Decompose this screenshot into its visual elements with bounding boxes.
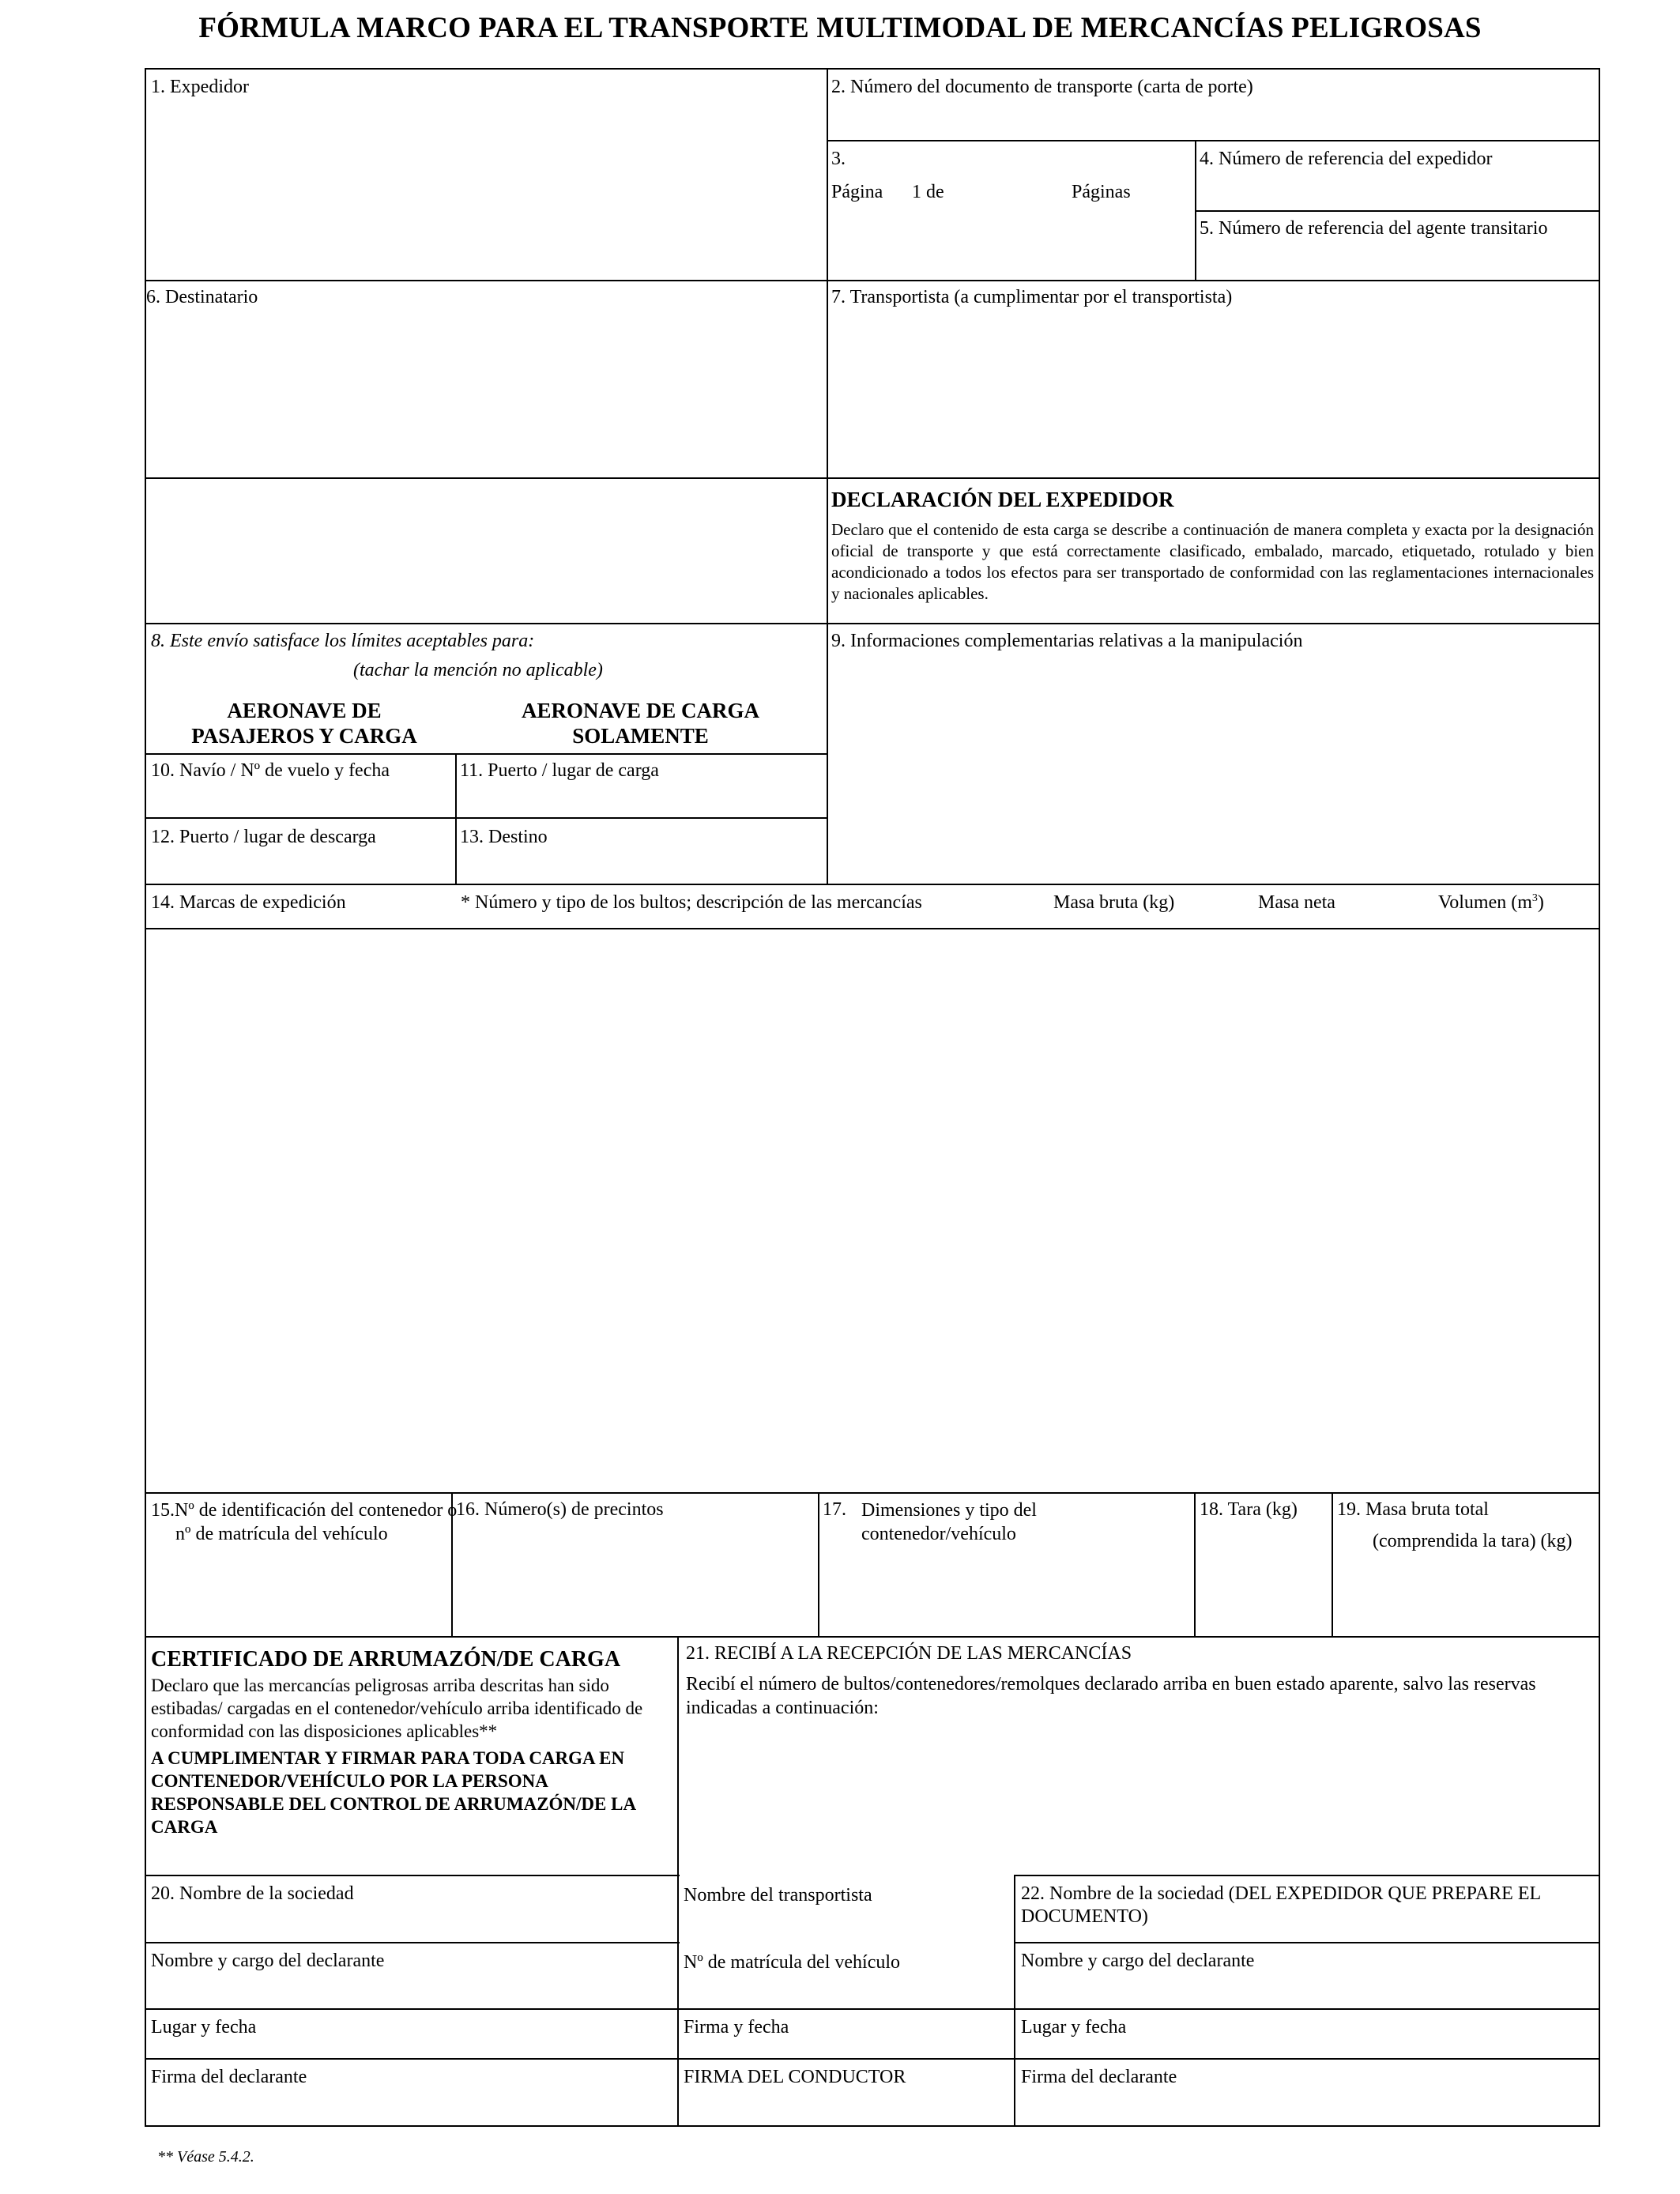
rule-row3 <box>145 2008 1600 2010</box>
rule-above-cert <box>145 1636 1600 1638</box>
rule-box10-12 <box>145 817 827 819</box>
box3-page-value: 1 de <box>912 182 944 202</box>
box20-declarant-label: Nombre y cargo del declarante <box>151 1951 385 1971</box>
rule-box18-19 <box>1332 1492 1333 1638</box>
rule-under-cert <box>145 1875 680 1876</box>
box14-net-mass-label: Masa neta <box>1258 892 1335 913</box>
rule-under-box12 <box>145 884 1600 885</box>
rule-row2-left <box>145 1942 680 1943</box>
driver-signature-label: FIRMA DEL CONDUCTOR <box>684 2067 906 2087</box>
box20-company-label: 20. Nombre de la sociedad <box>151 1883 354 1904</box>
box8-passenger-cargo-aircraft: AERONAVE DE PASAJEROS Y CARGA <box>191 699 417 748</box>
rule-under-box14-header <box>145 928 1600 929</box>
box3-number: 3. <box>831 149 846 169</box>
box9-handling-info-label: 9. Informaciones complementarias relativas a la manipulación <box>831 631 1303 651</box>
rule-box10-11 <box>455 753 457 885</box>
rule-box16-17 <box>818 1492 819 1638</box>
box21-receipt-text: Recibí el número de bultos/contenedores/remolques declarado arriba en buen estado aparente, salvo las reservas indicadas a continuación: <box>686 1674 1536 1718</box>
carrier-plate-label: Nº de matrícula del vehículo <box>684 1952 901 1973</box>
box7-carrier-label: 7. Transportista (a cumplimentar por el transportista) <box>831 287 1233 307</box>
rule-cert-21 <box>677 1636 679 2127</box>
rule-under-box1 <box>145 280 1600 281</box>
box14-description-label: * Número y tipo de los bultos; descripción de las mercancías <box>461 892 922 913</box>
box12-discharge-port-label: 12. Puerto / lugar de descarga <box>151 827 376 847</box>
packing-certificate-text: Declaro que las mercancías peligrosas arriba descritas han sido estibadas/ cargadas en el contenedor/vehículo arriba identificado de conformidad con las disposiciones aplicables** <box>151 1676 643 1741</box>
box21-receipt-heading: 21. RECIBÍ A LA RECEPCIÓN DE LAS MERCANCÍAS <box>686 1643 1132 1664</box>
box5-forwarder-reference-label: 5. Número de referencia del agente transitario <box>1200 218 1548 239</box>
box20-place-date-label: Lugar y fecha <box>151 2017 257 2038</box>
box11-loading-port-label: 11. Puerto / lugar de carga <box>460 760 659 781</box>
rule-above-box22 <box>1015 1875 1600 1876</box>
rule-carrier-22 <box>1014 1875 1015 2127</box>
box16-seal-numbers-label: 16. Número(s) de precintos <box>456 1499 664 1520</box>
rule-bottom <box>145 2125 1600 2127</box>
box17-dimensions-label: Dimensiones y tipo del contenedor/vehículo <box>861 1500 1037 1544</box>
box4-shipper-reference-label: 4. Número de referencia del expedidor <box>1200 149 1493 169</box>
box10-vessel-flight-label: 10. Navío / Nº de vuelo y fecha <box>151 760 390 781</box>
box20-signature-label: Firma del declarante <box>151 2067 307 2087</box>
rule-top <box>145 68 1600 70</box>
rule-box3-4 <box>1195 140 1196 281</box>
box8-cargo-aircraft-only: AERONAVE DE CARGA SOLAMENTE <box>521 699 760 748</box>
box14-gross-mass-label: Masa bruta (kg) <box>1053 892 1175 913</box>
rule-box17-18 <box>1194 1492 1196 1638</box>
box18-tare-label: 18. Tara (kg) <box>1200 1499 1298 1520</box>
box14-volume-label <box>1438 892 1544 914</box>
box6-consignee-label: 6. Destinatario <box>146 287 258 307</box>
rule-row2-right <box>1015 1942 1600 1943</box>
footnote: ** Véase 5.4.2. <box>157 2148 254 2166</box>
form-title: FÓRMULA MARCO PARA EL TRANSPORTE MULTIMODAL DE MERCANCÍAS PELIGROSAS <box>198 12 1482 44</box>
rule-under-aircraft <box>145 753 827 755</box>
box22-signature-label: Firma del declarante <box>1021 2067 1177 2087</box>
carrier-sign-date-label: Firma y fecha <box>684 2017 789 2038</box>
box14-shipping-marks-label: 14. Marcas de expedición <box>151 892 346 913</box>
box8-limits-label: 8. Este envío satisface los límites aceptables para: <box>151 631 535 651</box>
packing-certificate-heading: CERTIFICADO DE ARRUMAZÓN/DE CARGA <box>151 1647 621 1672</box>
box19-total-gross-note: (comprendida la tara) (kg) <box>1373 1531 1573 1551</box>
carrier-name-label: Nombre del transportista <box>684 1885 872 1906</box>
rule-row4 <box>145 2058 1600 2060</box>
packing-certificate-instruction: A CUMPLIMENTAR Y FIRMAR PARA TODA CARGA EN CONTENEDOR/VEHÍCULO POR LA PERSONA RESPONSABLE DEL CONTROL DE ARRUMAZÓN/DE LA CARGA <box>151 1748 635 1837</box>
box3-page-word: Página <box>831 182 883 202</box>
rule-box4-5 <box>1196 210 1600 212</box>
box17-number: 17. <box>823 1499 846 1520</box>
volume-close: ) <box>1537 892 1544 913</box>
rule-under-box6 <box>145 477 1600 479</box>
box2-document-number-label: 2. Número del documento de transporte (carta de porte) <box>831 77 1253 97</box>
rule-center-upper <box>827 68 828 885</box>
box3-pages-word: Páginas <box>1072 182 1131 202</box>
box22-company-label: 22. Nombre de la sociedad (DEL EXPEDIDOR QUE PREPARE EL DOCUMENTO) <box>1021 1883 1541 1927</box>
rule-left-edge <box>145 68 146 2127</box>
box8-strike-note: (tachar la mención no aplicable) <box>353 660 603 680</box>
shipper-declaration-text: Declaro que el contenido de esta carga se describe a continuación de manera completa y exacta por la designación oficial de transporte y que está correctamente clasificado, embalado, marcado, etiquetado, rotulado y bien acondicionado a todos los efectos para ser transportado de conformidad con las reglamentaciones internacionales y nacionales aplicables. <box>831 520 1594 603</box>
rule-under-declaration <box>145 623 1600 624</box>
volume-superscript: 3 <box>1531 892 1538 904</box>
rule-right-edge <box>1599 68 1600 2127</box>
box19-total-gross-label: 19. Masa bruta total <box>1337 1499 1489 1520</box>
box22-declarant-label: Nombre y cargo del declarante <box>1021 1951 1255 1971</box>
box1-shipper-label: 1. Expedidor <box>151 77 249 97</box>
rule-above-box15 <box>145 1492 1600 1494</box>
box13-destination-label: 13. Destino <box>460 827 548 847</box>
shipper-declaration-heading: DECLARACIÓN DEL EXPEDIDOR <box>831 488 1174 511</box>
box22-place-date-label: Lugar y fecha <box>1021 2017 1127 2038</box>
box15-container-id-label: 15.Nº de identificación del contenedor o nº de matrícula del vehículo <box>151 1500 458 1544</box>
rule-under-box2 <box>827 140 1600 141</box>
volume-text: Volumen (m <box>1438 892 1532 913</box>
